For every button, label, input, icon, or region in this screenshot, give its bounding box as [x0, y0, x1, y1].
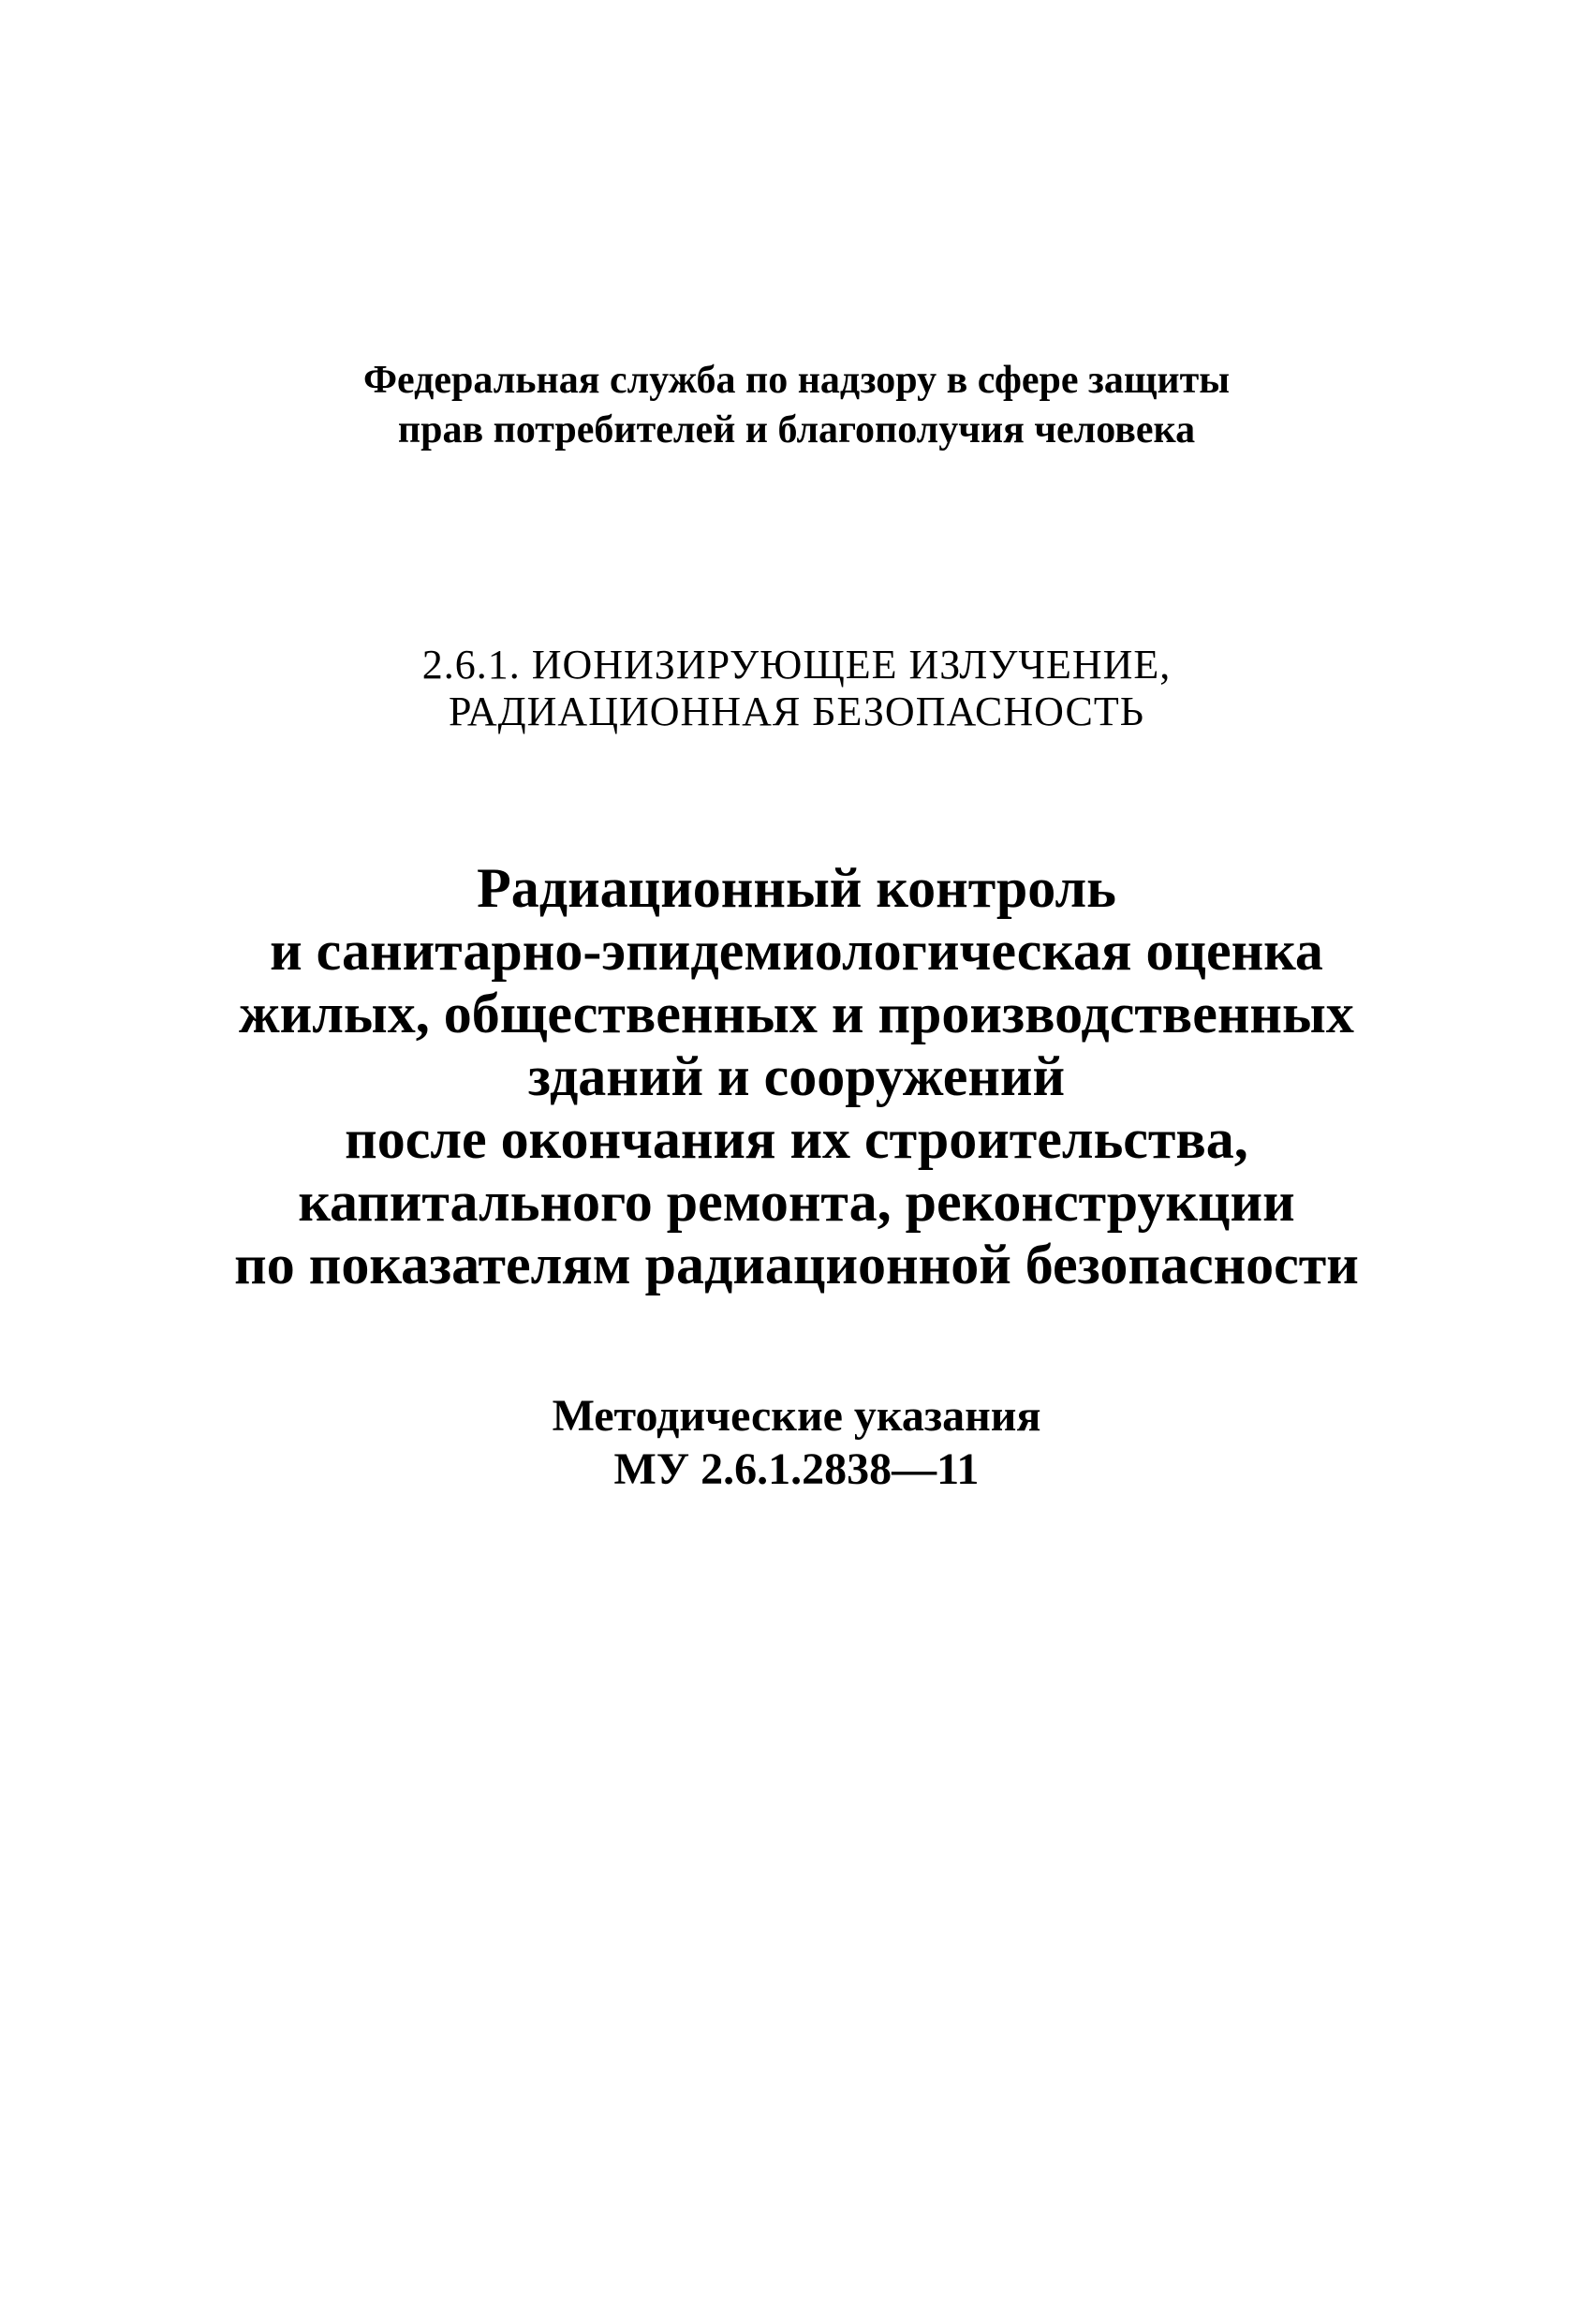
document-title-line-5: после окончания их строительства, — [345, 1108, 1248, 1170]
agency-name-line-1: Федеральная служба по надзору в сфере защиты — [362, 359, 1231, 402]
section-heading-line-2: РАДИАЦИОННАЯ БЕЗОПАСНОСТЬ — [449, 688, 1144, 734]
document-title-line-2: и санитарно-эпидемиологическая оценка — [270, 920, 1323, 982]
document-title-line-1: Радиационный контроль — [477, 857, 1116, 919]
document-title-line-3: жилых, общественных и производственных — [239, 983, 1354, 1044]
document-code: МУ 2.6.1.2838—11 — [613, 1444, 980, 1494]
agency-name-line-2: прав потребителей и благополучия человека — [397, 408, 1196, 451]
section-heading-line-1: 2.6.1. ИОНИЗИРУЮЩЕЕ ИЗЛУЧЕНИЕ, — [421, 642, 1172, 688]
document-title-line-6: капитального ремонта, реконструкции — [298, 1171, 1295, 1233]
document-title-line-7: по показателям радиационной безопасности — [234, 1234, 1359, 1295]
document-title-line-4: зданий и сооружений — [527, 1045, 1066, 1107]
document-type: Методические указания — [552, 1391, 1041, 1441]
